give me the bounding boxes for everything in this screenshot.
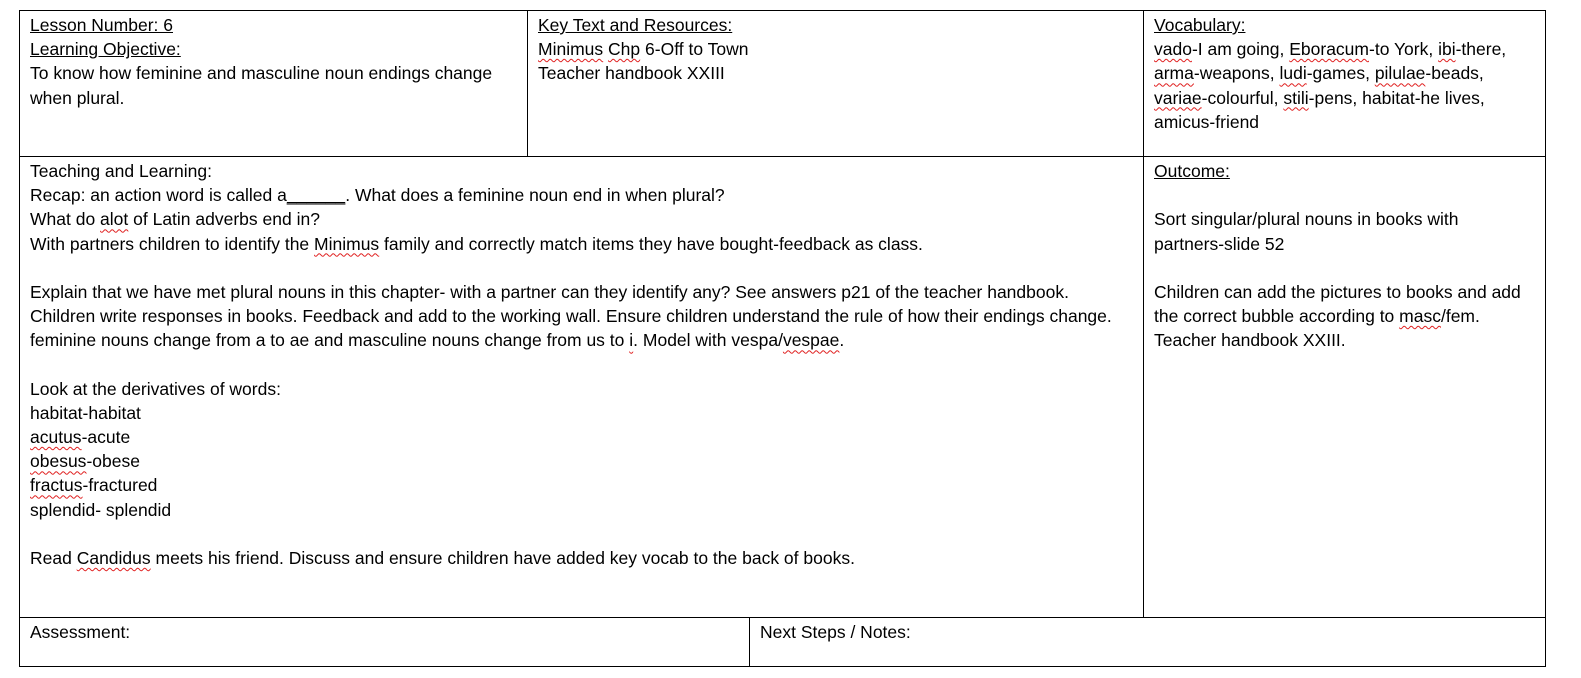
- fill-blank: ______: [286, 185, 346, 206]
- lesson-objective-cell: [19, 10, 528, 157]
- recap-text-a: Recap: an action word is called a: [30, 185, 287, 206]
- spellcheck-word: Candidus: [76, 548, 151, 568]
- outcome-text: [1154, 304, 1545, 328]
- explain-text: Children write responses in books. Feedback and add to the working wall. Ensure children understand the rule of how their endings change.: [30, 306, 1112, 327]
- spellcheck-word: Eboracum: [1289, 39, 1369, 60]
- spacer: [30, 522, 1143, 546]
- vocab-text: -to York,: [1369, 39, 1439, 60]
- outcome-text: partners-slide 52: [1154, 233, 1285, 254]
- spellcheck-word: Minimus: [538, 39, 604, 60]
- vocab-text: -beads,: [1425, 63, 1484, 84]
- spellcheck-word: ibi: [1438, 39, 1456, 60]
- learning-objective-heading: Learning Objective:: [30, 39, 181, 60]
- derivative-item: [30, 425, 1143, 449]
- partners-activity: [30, 232, 1143, 256]
- explain-text: Explain that we have met plural nouns in this chapter- with a partner can they identify any? See answers p21 of the teacher handbook.: [30, 281, 1069, 302]
- next-steps-label: Next Steps / Notes:: [760, 622, 911, 642]
- spellcheck-word: arma: [1154, 63, 1194, 84]
- partners-text-b: family and correctly match items they have bought-feedback as class.: [379, 233, 923, 254]
- derivative-text: -acute: [81, 427, 131, 448]
- learning-objective-text: To know how feminine and masculine noun endings change: [30, 63, 493, 84]
- spellcheck-word: variae: [1154, 87, 1202, 108]
- vocab-text: -pens, habitat-he lives,: [1308, 87, 1485, 108]
- spacer: [30, 256, 1143, 280]
- vocabulary-line: amicus-friend: [1154, 111, 1260, 132]
- key-text-book: [538, 37, 1143, 61]
- outcome-cell: [1143, 156, 1546, 618]
- adverbs-question: [30, 207, 1143, 231]
- vocab-text: -games,: [1306, 63, 1375, 84]
- derivative-item: habitat-habitat: [30, 402, 141, 423]
- outcome-text-b: /fem.: [1440, 306, 1480, 327]
- vocabulary-line: [1154, 86, 1545, 110]
- vocab-text: -weapons,: [1193, 63, 1280, 84]
- spellcheck-word: vado: [1154, 39, 1192, 60]
- teaching-heading: Teaching and Learning:: [30, 161, 212, 181]
- derivative-text: -obese: [86, 451, 140, 472]
- spellcheck-word: fractus: [30, 475, 83, 496]
- spellcheck-word: pilulae: [1374, 63, 1426, 84]
- key-text-handbook: Teacher handbook XXIII: [538, 63, 725, 84]
- vocab-text: -I am going,: [1191, 39, 1290, 60]
- vocab-text: -colourful,: [1201, 87, 1284, 108]
- outcome-text: Sort singular/plural nouns in books with: [1154, 209, 1459, 230]
- assessment-label: Assessment:: [30, 622, 131, 642]
- spacer: [1154, 256, 1545, 280]
- derivative-text: -fractured: [82, 475, 158, 496]
- spellcheck-word: alot: [100, 209, 129, 230]
- spellcheck-word: Minimus: [314, 233, 380, 254]
- explain-text-b: . Model with vespa/: [633, 330, 783, 351]
- explain-text-c: .: [839, 330, 845, 351]
- spellcheck-word: stili: [1283, 87, 1309, 108]
- teaching-learning-cell: [19, 156, 1144, 618]
- explain-text: [30, 328, 1143, 352]
- learning-objective-text-cont: when plural.: [30, 87, 125, 108]
- key-text-book-title: 6-Off to Town: [645, 39, 749, 60]
- vocab-text: -there,: [1455, 39, 1507, 60]
- vocabulary-cell: [1143, 10, 1546, 157]
- spellcheck-word: obesus: [30, 451, 87, 472]
- read-text-a: Read: [30, 548, 77, 568]
- outcome-text: Teacher handbook XXIII.: [1154, 330, 1346, 351]
- spellcheck-word: vespae: [782, 330, 840, 351]
- spacer: [30, 353, 1143, 377]
- outcome-heading: Outcome:: [1154, 161, 1230, 181]
- vocabulary-line: [1154, 37, 1545, 61]
- key-text-heading: Key Text and Resources:: [538, 15, 733, 35]
- read-text-b: meets his friend. Discuss and ensure children have added key vocab to the back of books.: [150, 548, 855, 568]
- recap-text-b: . What does a feminine noun end in when plural?: [345, 185, 725, 206]
- key-text-cell: [527, 10, 1144, 157]
- spacer: [1154, 183, 1545, 207]
- read-activity: [30, 546, 1143, 570]
- spellcheck-word: i: [629, 330, 634, 351]
- adverbs-text-a: What do: [30, 209, 101, 230]
- recap-text: [30, 183, 1143, 207]
- vocabulary-line: [1154, 61, 1545, 85]
- spellcheck-word: ludi: [1279, 63, 1307, 84]
- adverbs-text-b: of Latin adverbs end in?: [128, 209, 320, 230]
- derivatives-heading: Look at the derivatives of words:: [30, 378, 281, 399]
- spellcheck-word: acutus: [30, 427, 82, 448]
- outcome-text: Children can add the pictures to books and add: [1154, 281, 1521, 302]
- derivative-item: [30, 449, 1143, 473]
- outcome-text-a: the correct bubble according to: [1154, 306, 1400, 327]
- derivative-item: splendid- splendid: [30, 499, 172, 520]
- derivative-item: [30, 473, 1143, 497]
- assessment-cell: [19, 617, 750, 667]
- partners-text-a: With partners children to identify the: [30, 233, 315, 254]
- vocabulary-heading: Vocabulary:: [1154, 15, 1246, 35]
- lesson-number: Lesson Number: 6: [30, 15, 173, 35]
- spellcheck-word: masc: [1399, 306, 1441, 327]
- spellcheck-word: Chp: [608, 39, 641, 60]
- next-steps-cell: [749, 617, 1546, 667]
- explain-text-a: feminine nouns change from a to ae and masculine nouns change from us to: [30, 330, 630, 351]
